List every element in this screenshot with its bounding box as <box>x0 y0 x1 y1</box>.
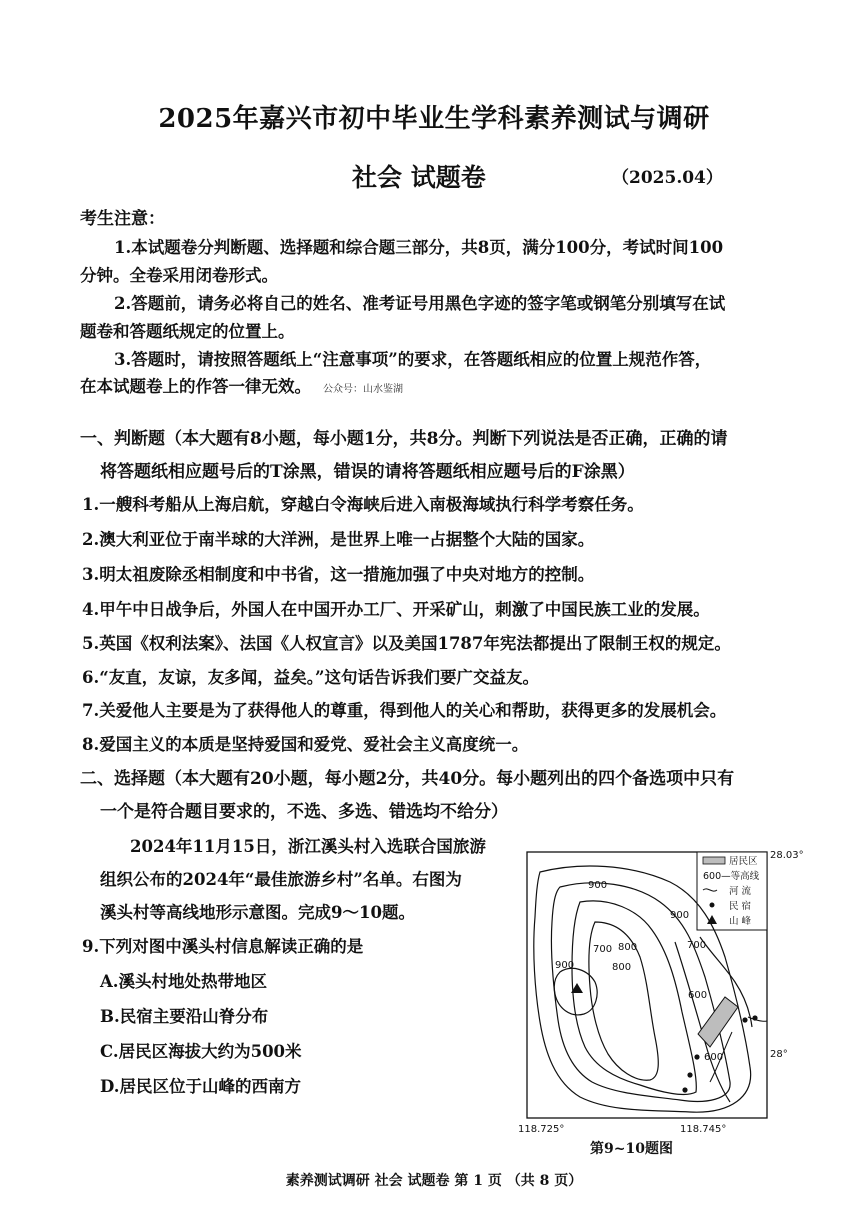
section1-heading-line-2: 将答题纸相应题号后的T涂黑，错误的请将答题纸相应题号后的F涂黑） <box>100 462 635 482</box>
notice-item-1-line-1: 1.本试题卷分判断题、选择题和综合题三部分，共8页，满分100分，考试时间100 <box>114 238 724 257</box>
legend-residential-label: 居民区 <box>729 856 758 867</box>
option-a: A.溪头村地处热带地区 <box>100 972 268 991</box>
legend-residential-swatch <box>703 857 725 864</box>
contour-label: 700 <box>687 940 707 951</box>
contour-label: 800 <box>612 962 632 973</box>
notice-item-2-line-1: 2.答题前，请务必将自己的姓名、准考证号用黑色字迹的签字笔或钢笔分别填写在试 <box>114 294 726 313</box>
intro-line-3: 溪头村等高线地形示意图。完成9～10题。 <box>100 903 415 922</box>
intro-line-1: 2024年11月15日，浙江溪头村入选联合国旅游 <box>130 837 486 856</box>
notice-item-3-line-1: 3.答题时，请按照答题纸上“注意事项”的要求，在答题纸相应的位置上规范作答， <box>114 350 712 369</box>
judge-item-5: 5.英国《权利法案》、法国《人权宣言》以及美国1787年宪法都提出了限制王权的规定。 <box>82 634 731 653</box>
section2-heading-line-1: 二、选择题（本大题有20小题，每小题2分，共40分。每小题列出的四个备选项中只有 <box>80 769 735 789</box>
lon-right-label: 118.745° <box>680 1124 727 1135</box>
legend-guesthouse-icon <box>710 903 715 908</box>
legend-guesthouse-label: 民 宿 <box>729 901 752 912</box>
legend-peak-label: 山 峰 <box>729 916 752 927</box>
contour-label: 800 <box>618 942 638 953</box>
notice-item-3-text: 在本试题卷上的作答一律无效。 <box>80 377 311 396</box>
legend-river-label: 河 流 <box>729 886 752 897</box>
exam-title: 2025年嘉兴市初中毕业生学科素养测试与调研 <box>158 104 710 134</box>
legend-contour-label: 600—等高线 <box>703 871 760 882</box>
judge-item-4: 4.甲午中日战争后，外国人在中国开办工厂、开采矿山，刺激了中国民族工业的发展。 <box>82 600 710 619</box>
judge-item-1: 1.一艘科考船从上海启航，穿越白令海峡后进入南极海域执行科学考察任务。 <box>82 495 644 514</box>
judge-item-3: 3.明太祖废除丞相制度和中书省，这一措施加强了中央对地方的控制。 <box>82 565 595 584</box>
lat-top-label: 28.03° <box>770 850 804 861</box>
judge-item-7: 7.关爱他人主要是为了获得他人的尊重，得到他人的关心和帮助，获得更多的发展机会。 <box>82 701 727 720</box>
notice-heading: 考生注意： <box>80 209 165 229</box>
judge-item-6: 6.“友直，友谅，友多闻，益矣。”这句话告诉我们要广交益友。 <box>82 668 539 687</box>
judge-item-2: 2.澳大利亚位于南半球的大洋洲，是世界上唯一占据整个大陆的国家。 <box>82 530 595 549</box>
lon-left-label: 118.725° <box>518 1124 565 1135</box>
option-d: D.居民区位于山峰的西南方 <box>100 1077 301 1096</box>
notice-item-2-line-2: 题卷和答题纸规定的位置上。 <box>80 322 295 341</box>
option-b: B.民宿主要沿山脊分布 <box>100 1007 269 1026</box>
watermark-text: 公众号：山水鉴湖 <box>323 384 403 395</box>
notice-item-3-line-2 <box>80 373 403 397</box>
section2-heading-line-2: 一个是符合题目要求的，不选、多选、错选均不给分） <box>100 802 508 822</box>
lat-bottom-label: 28° <box>770 1049 788 1060</box>
judge-item-8: 8.爱国主义的本质是坚持爱国和爱党、爱社会主义高度统一。 <box>82 735 529 754</box>
intro-line-2: 组织公布的2024年“最佳旅游乡村”名单。右图为 <box>100 870 462 889</box>
contour-label: 600 <box>688 990 708 1001</box>
contour-label: 900 <box>670 910 690 921</box>
contour-map <box>500 842 804 1142</box>
exam-subtitle: 社会 试题卷 <box>352 163 486 192</box>
contour-label: 700 <box>593 944 613 955</box>
contour-label: 900 <box>588 880 608 891</box>
contour-label: 900 <box>555 960 575 971</box>
map-caption: 第9~10题图 <box>590 1141 673 1157</box>
question-9-stem: 9.下列对图中溪头村信息解读正确的是 <box>82 937 364 956</box>
page-footer: 素养测试调研 社会 试题卷 第 1 页 （共 8 页） <box>285 1173 583 1189</box>
contour-label: 600 <box>704 1052 724 1063</box>
exam-date: （2025.04） <box>612 168 723 188</box>
notice-item-1-line-2: 分钟。全卷采用闭卷形式。 <box>80 266 278 285</box>
section1-heading-line-1: 一、判断题（本大题有8小题，每小题1分，共8分。判断下列说法是否正确，正确的请 <box>80 429 728 449</box>
option-c: C.居民区海拔大约为500米 <box>100 1042 302 1061</box>
